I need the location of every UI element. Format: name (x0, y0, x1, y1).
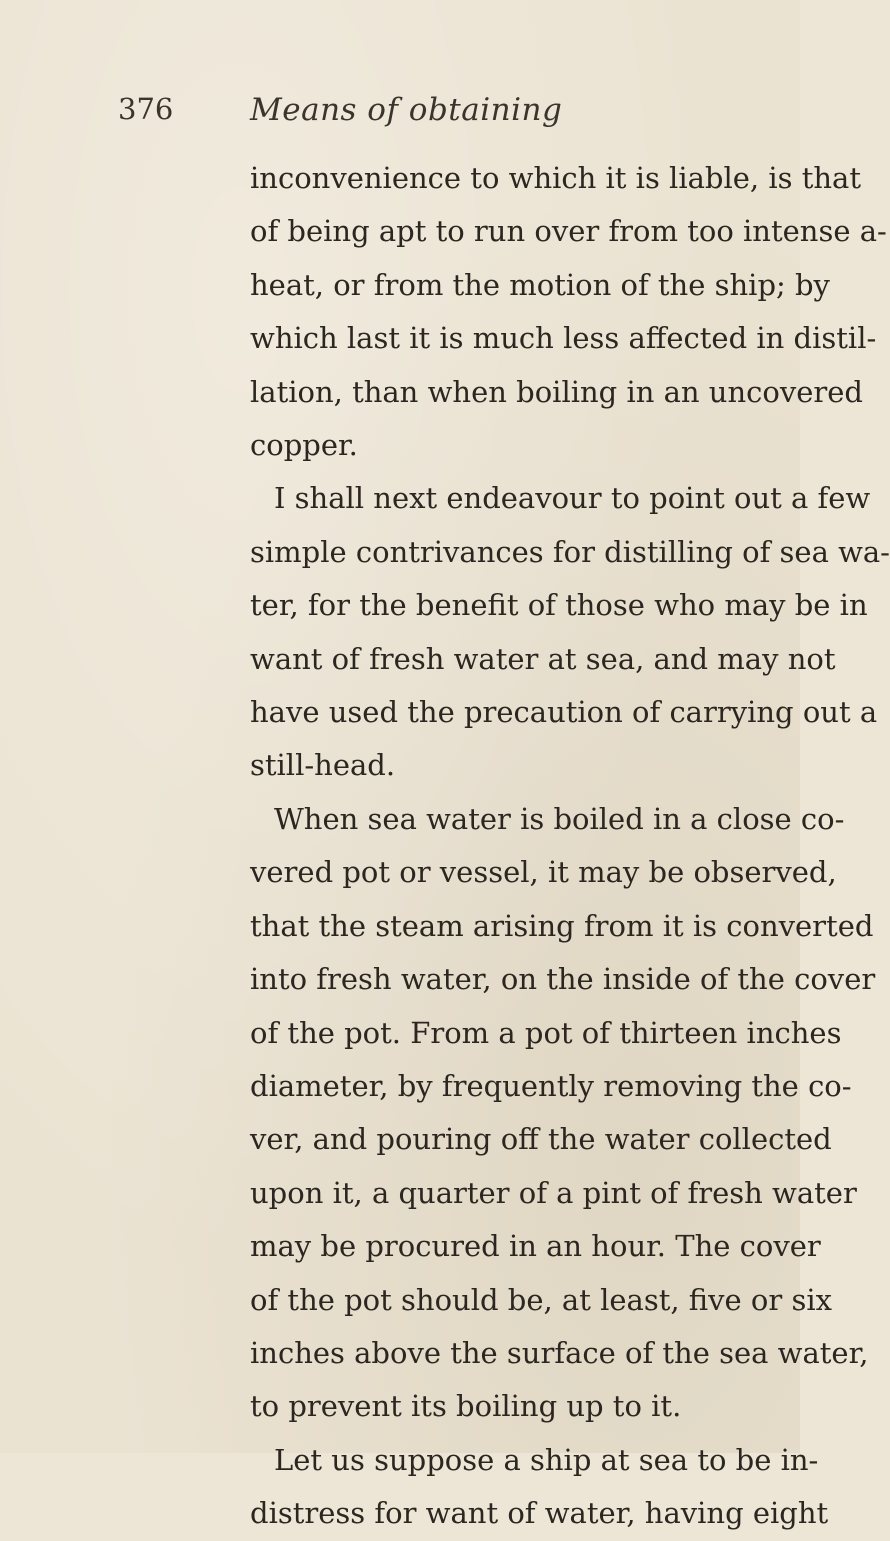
text-line: which last it is much less affected in distil- (250, 321, 877, 356)
text-line: heat, or from the motion of the ship; by (250, 267, 830, 302)
text-line: Let us suppose a ship at sea to be in- (274, 1442, 819, 1477)
text-line: inconvenience to which it is liable, is that (250, 161, 861, 195)
text-line: have used the precaution of carrying out a (250, 695, 878, 730)
text-line: that the steam arising from it is converted (250, 908, 874, 943)
text-line: into fresh water, on the inside of the cover (250, 962, 876, 997)
text-line: lation, than when boiling in an uncovered (250, 374, 863, 409)
text-line: distress for want of water, having eight (250, 1496, 829, 1531)
page-number: 376 (118, 92, 174, 126)
text-line: simple contrivances for distilling of sea wa- (250, 534, 890, 569)
text-line: of the pot. From a pot of thirteen inches (250, 1015, 842, 1050)
running-title: Means of obtaining (250, 92, 563, 128)
text-line: of the pot should be, at least, five or six (250, 1282, 832, 1317)
text-line: may be procured in an hour. The cover (250, 1229, 821, 1264)
text-line: still-head. (250, 748, 396, 783)
text-line: want of fresh water at sea, and may not (250, 641, 836, 676)
text-line: ter, for the benefit of those who may be in (250, 588, 868, 623)
text-line: of being apt to run over from too intense a- (250, 214, 887, 249)
text-line: vered pot or vessel, it may be observed, (250, 855, 837, 890)
text-line: diameter, by frequently removing the co- (250, 1068, 852, 1103)
text-line: to prevent its boiling up to it. (250, 1389, 682, 1424)
text-line: I shall next endeavour to point out a few (274, 481, 871, 516)
text-line: copper. (250, 428, 358, 463)
text-line: inches above the surface of the sea water, (250, 1335, 869, 1370)
text-line: upon it, a quarter of a pint of fresh water (250, 1175, 857, 1210)
text-line: ver, and pouring off the water collected (250, 1122, 832, 1157)
text-line: When sea water is boiled in a close co- (274, 801, 845, 836)
body-text (250, 152, 890, 1541)
